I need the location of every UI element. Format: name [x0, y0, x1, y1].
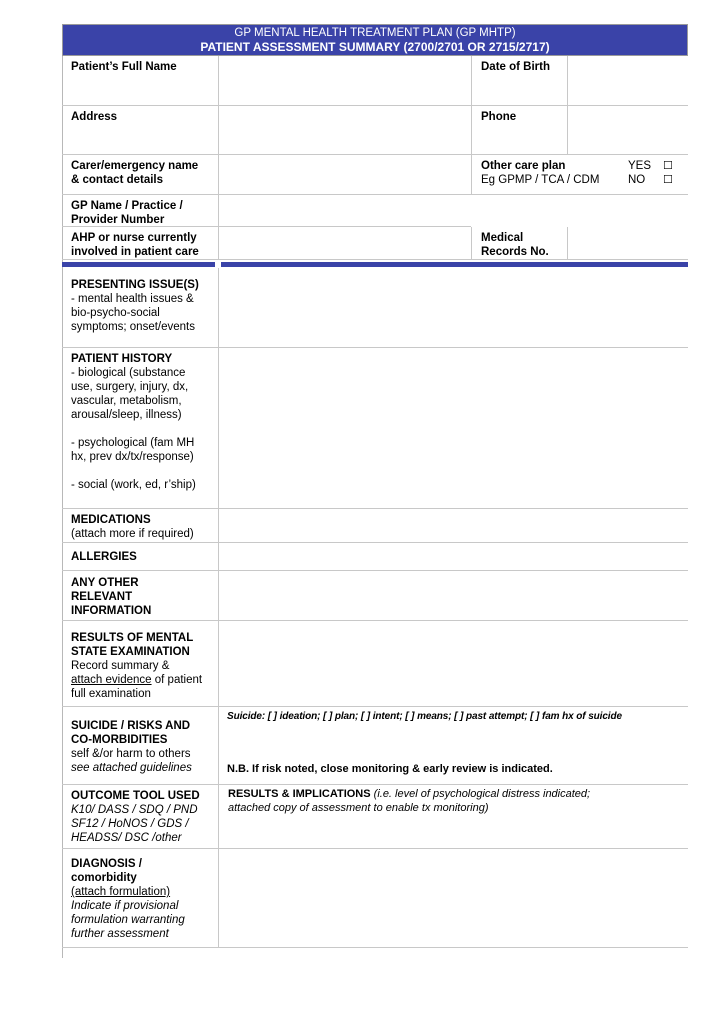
medications-label [62, 509, 218, 542]
outcome-line2: SF12 / HoNOS / GDS / [71, 818, 189, 830]
suicide-risks-label [62, 707, 218, 784]
diagnosis-line3: (attach formulation) [71, 886, 171, 898]
mse-title-line2: STATE EXAMINATION [71, 646, 190, 658]
divider-bar-left [62, 262, 215, 267]
row-outcome-tool [62, 785, 688, 849]
row-diagnosis [62, 849, 688, 948]
gp-label-line2: Provider Number [71, 214, 165, 226]
phone-field[interactable] [567, 106, 688, 154]
medications-field[interactable] [218, 509, 688, 542]
results-line1 [228, 787, 688, 801]
section-divider [62, 260, 688, 268]
row-suicide-risks [62, 707, 688, 785]
history-line7: - social (work, ed, r’ship) [71, 479, 196, 491]
presenting-issues-label [62, 268, 218, 347]
mse-title-line1: RESULTS OF MENTAL [71, 632, 194, 644]
suicide-risks-field[interactable] [218, 707, 688, 784]
mse-label [62, 621, 218, 706]
carer-label-line2: & contact details [71, 174, 164, 186]
ahp-field[interactable] [218, 227, 471, 259]
allergies-field[interactable] [218, 543, 688, 570]
form-title: GP MENTAL HEALTH TREATMENT PLAN (GP MHTP) [234, 27, 516, 39]
patient-history-title: PATIENT HISTORY [71, 353, 173, 365]
other-info-label [62, 571, 218, 620]
carer-field[interactable] [218, 155, 471, 194]
row-allergies [62, 543, 688, 571]
attach-evidence-text: attach evidence [71, 674, 152, 686]
other-care-plan-label: Other care plan [481, 160, 566, 172]
yes-label: YES [628, 160, 652, 172]
medications-note: (attach more if required) [71, 528, 194, 540]
other-care-plan-example: Eg GPMP / TCA / CDM [481, 174, 600, 186]
dob-label: Date of Birth [471, 56, 567, 105]
row-patient-name [62, 56, 688, 106]
row-presenting-issues [62, 268, 688, 348]
presenting-issues-field[interactable] [218, 268, 688, 347]
gp-label-line1: GP Name / Practice / [71, 200, 183, 212]
row-carer [62, 155, 688, 195]
suicide-line4: see attached guidelines [71, 762, 192, 774]
presenting-issues-line2: bio-psycho-social [71, 307, 160, 319]
no-checkbox[interactable]: ☐ [663, 173, 673, 186]
medical-records-field[interactable] [567, 227, 688, 259]
diagnosis-line5: formulation warranting [71, 914, 185, 926]
row-medications [62, 509, 688, 543]
medical-records-line2: Records No. [481, 246, 549, 258]
medical-records-label [471, 227, 567, 259]
risk-note: N.B. If risk noted, close monitoring & early review is indicated. [227, 763, 553, 775]
dob-field[interactable] [567, 56, 688, 105]
mse-line3: Record summary & [71, 660, 170, 672]
patient-history-label [62, 348, 218, 508]
medical-records-line1: Medical [481, 232, 524, 244]
carer-label [62, 155, 218, 194]
other-care-plan-cell [471, 155, 673, 194]
suicide-line3: self &/or harm to others [71, 748, 191, 760]
gp-field[interactable] [218, 195, 471, 227]
mse-line4 [71, 673, 218, 687]
suicide-title-line1: SUICIDE / RISKS AND [71, 720, 191, 732]
presenting-issues-line1: - mental health issues & [71, 293, 194, 305]
outcome-tool-label [62, 785, 218, 848]
other-info-line1: ANY OTHER [71, 577, 139, 589]
ahp-label-line2: involved in patient care [71, 246, 199, 258]
row-address [62, 106, 688, 155]
history-line1: - biological (substance [71, 367, 186, 379]
diagnosis-title-line2: comorbidity [71, 872, 137, 884]
allergies-label: ALLERGIES [71, 551, 137, 563]
row-gp [62, 195, 688, 227]
row-patient-history [62, 348, 688, 509]
patient-history-field[interactable] [218, 348, 688, 508]
outcome-results-field[interactable] [218, 785, 688, 848]
divider-bar-right [221, 262, 688, 267]
ahp-label [62, 227, 218, 259]
diagnosis-label [62, 849, 218, 947]
outcome-line1: K10/ DASS / SDQ / PND [71, 804, 198, 816]
address-field[interactable] [218, 106, 471, 154]
medications-title: MEDICATIONS [71, 514, 151, 526]
diagnosis-field[interactable] [218, 849, 688, 947]
address-label: Address [71, 111, 118, 123]
outcome-tool-title: OUTCOME TOOL USED [71, 790, 200, 802]
patient-name-label: Patient’s Full Name [71, 61, 177, 73]
assessment-form [62, 24, 688, 948]
history-line2: use, surgery, injury, dx, [71, 381, 189, 393]
history-line3: vascular, metabolism, [71, 395, 182, 407]
suicide-checklist[interactable]: Suicide: [ ] ideation; [ ] plan; [ ] intent; [ ] means; [ ] past attempt; [ ] fam hx of suicide [227, 711, 622, 722]
suicide-title-line2: CO-MORBIDITIES [71, 734, 168, 746]
yes-checkbox[interactable]: ☐ [663, 159, 673, 172]
history-line5: - psychological (fam MH [71, 437, 195, 449]
diagnosis-line4: Indicate if provisional [71, 900, 179, 912]
other-info-field[interactable] [218, 571, 688, 620]
mse-line5: full examination [71, 688, 151, 700]
other-info-line3: INFORMATION [71, 605, 152, 617]
row-ahp [62, 227, 688, 260]
diagnosis-title-line1: DIAGNOSIS / [71, 858, 142, 870]
ahp-label-line1: AHP or nurse currently [71, 232, 197, 244]
history-line4: arousal/sleep, illness) [71, 409, 182, 421]
row-mental-state-exam [62, 621, 688, 707]
history-line6: hx, prev dx/tx/response) [71, 451, 194, 463]
presenting-issues-title: PRESENTING ISSUE(S) [71, 279, 199, 291]
phone-label: Phone [471, 106, 567, 154]
other-info-line2: RELEVANT [71, 591, 133, 603]
mse-line4-rest: of patient [151, 674, 203, 686]
results-title: RESULTS & IMPLICATIONS [228, 788, 371, 800]
carer-label-line1: Carer/emergency name [71, 160, 199, 172]
results-note-1: (i.e. level of psychological distress indicated; [370, 788, 591, 800]
patient-name-field[interactable] [218, 56, 471, 105]
results-note-2: attached copy of assessment to enable tx monitoring) [228, 802, 489, 814]
row-other-info [62, 571, 688, 621]
no-label: NO [628, 174, 646, 186]
form-subtitle: PATIENT ASSESSMENT SUMMARY (2700/2701 OR 2715/2717) [200, 40, 550, 54]
presenting-issues-line3: symptoms; onset/events [71, 321, 195, 333]
form-header [62, 24, 688, 56]
mse-field[interactable] [218, 621, 688, 706]
diagnosis-line6: further assessment [71, 928, 169, 940]
gp-label [62, 195, 218, 227]
outcome-line3: HEADSS/ DSC /other [71, 832, 182, 844]
